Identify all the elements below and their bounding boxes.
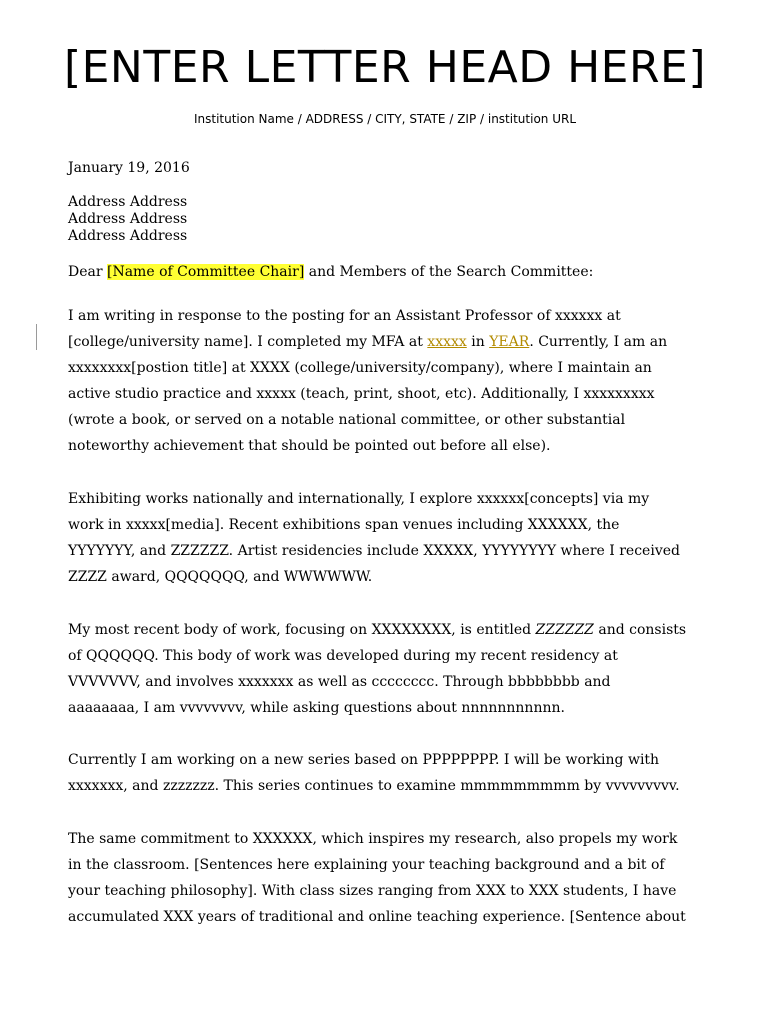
year-link[interactable]: YEAR xyxy=(489,334,530,350)
paragraph-recent-work[interactable] xyxy=(68,617,718,721)
address-line: Address Address xyxy=(68,211,188,227)
salutation-prefix: Dear xyxy=(68,264,107,280)
text-line: ZZZZ award, QQQQQQQ, and WWWWWW. xyxy=(68,569,373,585)
text-line: Currently I am working on a new series based on PPPPPPPP. I will be working with xyxy=(68,752,660,768)
text-line: (wrote a book, or served on a notable national committee, or other substantial xyxy=(68,412,626,428)
text-segment: in xyxy=(466,334,490,350)
paragraph-teaching[interactable] xyxy=(68,826,718,930)
text-line: Exhibiting works nationally and internationally, I explore xxxxxx[concepts] via my xyxy=(68,491,650,507)
paragraph-intro[interactable] xyxy=(68,303,718,459)
address-line: Address Address xyxy=(68,228,188,244)
school-link[interactable]: xxxxx xyxy=(427,334,467,350)
salutation-suffix: and Members of the Search Committee: xyxy=(304,264,594,280)
letterhead-title[interactable]: [ENTER LETTER HEAD HERE] xyxy=(63,42,707,93)
text-line: xxxxxxxx[postion title] at XXXX (college/university/company), where I maintain an xyxy=(68,360,652,376)
text-line: noteworthy achievement that should be pointed out before all else). xyxy=(68,438,551,454)
text-line: accumulated XXX years of traditional and online teaching experience. [Sentence about xyxy=(68,909,686,925)
text-line: I am writing in response to the posting for an Assistant Professor of xxxxxx at xyxy=(68,308,621,324)
text-line: work in xxxxx[media]. Recent exhibitions span venues including XXXXXX, the xyxy=(68,517,620,533)
letter-date[interactable]: January 19, 2016 xyxy=(68,160,190,176)
text-line: in the classroom. [Sentences here explaining your teaching background and a bit of xyxy=(68,857,665,873)
text-line: your teaching philosophy]. With class sizes ranging from XXX to XXX students, I have xyxy=(68,883,677,899)
text-line: of QQQQQQ. This body of work was developed during my recent residency at xyxy=(68,648,618,664)
text-segment: [college/university name]. I completed my MFA at xyxy=(68,334,428,350)
text-cursor xyxy=(36,324,37,350)
address-block[interactable] xyxy=(68,194,187,245)
work-title: ZZZZZZ xyxy=(535,622,594,638)
text-segment: . Currently, I am an xyxy=(529,334,668,350)
text-line: xxxxxxx, and zzzzzzz. This series continues to examine mmmmmmmmm by vvvvvvvvv. xyxy=(68,778,680,794)
text-segment: and consists xyxy=(593,622,687,638)
text-line: The same commitment to XXXXXX, which inspires my research, also propels my work xyxy=(68,831,678,847)
committee-chair-placeholder: [Name of Committee Chair] xyxy=(107,264,305,280)
text-line: VVVVVVV, and involves xxxxxxx as well as cccccccc. Through bbbbbbbb and xyxy=(68,674,611,690)
institution-line[interactable]: Institution Name / ADDRESS / CITY, STATE / ZIP / institution URL xyxy=(193,112,577,126)
text-line: YYYYYYY, and ZZZZZZ. Artist residencies include XXXXX, YYYYYYYY where I received xyxy=(68,543,680,559)
text-segment: My most recent body of work, focusing on XXXXXXXX, is entitled xyxy=(68,622,536,638)
paragraph-exhibitions[interactable] xyxy=(68,486,718,590)
salutation[interactable] xyxy=(68,263,593,281)
address-line: Address Address xyxy=(68,194,188,210)
text-line: aaaaaaaa, I am vvvvvvvv, while asking questions about nnnnnnnnnnn. xyxy=(68,700,565,716)
text-line: active studio practice and xxxxx (teach, print, shoot, etc). Additionally, I xxxxxxxxx xyxy=(68,386,655,402)
text-line xyxy=(68,617,718,643)
paragraph-current-series[interactable] xyxy=(68,747,718,799)
text-line xyxy=(68,329,718,355)
